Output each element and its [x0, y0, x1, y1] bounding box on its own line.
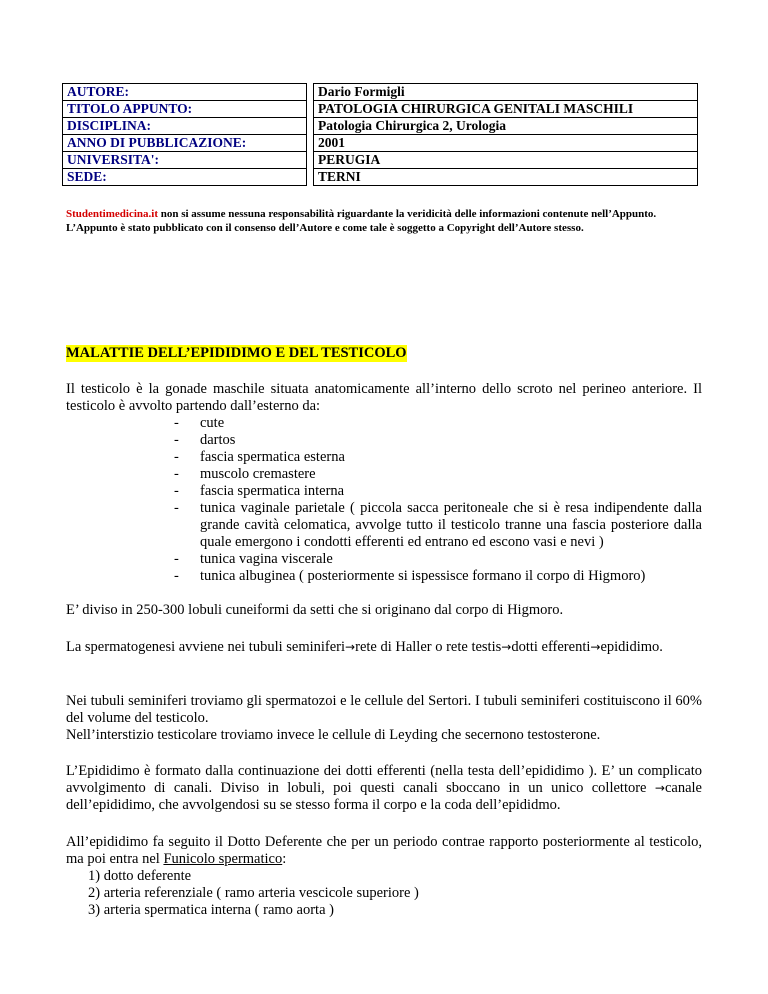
info-table — [62, 83, 698, 186]
info-label: TITOLO APPUNTO: — [63, 101, 307, 118]
info-row-discipline — [63, 118, 698, 135]
arrow-right-icon: → — [590, 640, 601, 654]
info-value: PERUGIA — [314, 152, 698, 169]
info-value: TERNI — [314, 169, 698, 186]
list-item: 3) arteria spermatica interna ( ramo aorta ) — [88, 902, 334, 918]
info-label: AUTORE: — [63, 84, 307, 101]
arrow-right-icon: → — [345, 640, 356, 654]
info-value: 2001 — [314, 135, 698, 152]
arrow-right-icon: → — [654, 781, 665, 795]
disclaimer-text: non si assume nessuna responsabilità riguardante la veridicità delle informazioni contenute nell’Appunto. L’Appunto è stato pubblicato con il consenso dell’Autore e come tale è soggetto a Copyright dell’Autore stesso. — [66, 208, 657, 234]
interstitium-paragraph: Nell’interstizio testicolare troviamo invece le cellule di Leyding che secernono testosterone. — [66, 727, 601, 743]
list-item: 2) arteria referenziale ( ramo arteria vescicole superiore ) — [88, 885, 419, 901]
list-item: - fascia spermatica interna — [174, 483, 702, 500]
info-label: ANNO DI PUBBLICAZIONE: — [63, 135, 307, 152]
list-item: - fascia spermatica esterna — [174, 449, 702, 466]
list-item: - cute — [174, 415, 702, 432]
info-row-author — [63, 84, 698, 101]
info-value: Patologia Chirurgica 2, Urologia — [314, 118, 698, 135]
arrow-right-icon: → — [501, 640, 512, 654]
funicolo-link-text: Funicolo spermatico — [163, 851, 283, 867]
info-row-year — [63, 135, 698, 152]
layers-list — [174, 415, 702, 585]
list-item: - dartos — [174, 432, 702, 449]
info-row-site — [63, 169, 698, 186]
funicolo-list — [88, 868, 688, 919]
deferent-paragraph: All’epididimo fa seguito il Dotto Deferente che per un periodo contrae rapporto posteriormente al testicolo, ma poi entra nel Funicolo spermatico: — [66, 834, 702, 867]
site-brand: Studentimedicina.it — [66, 208, 158, 220]
list-item: 1) dotto deferente — [88, 868, 192, 884]
list-item: - tunica albuginea ( posteriormente si ispessisce formano il corpo di Higmoro) — [174, 568, 702, 585]
intro-paragraph: Il testicolo è la gonade maschile situata anatomicamente all’interno dello scroto nel perineo anteriore. Il testicolo è avvolto partendo dall’esterno da: — [66, 381, 702, 414]
copyright-disclaimer — [66, 207, 706, 235]
lobules-paragraph: E’ diviso in 250-300 lobuli cuneiformi da setti che si originano dal corpo di Higmoro. — [66, 602, 564, 618]
tubules-paragraph: Nei tubuli seminiferi troviamo gli spermatozoi e le cellule del Sertori. I tubuli seminiferi costituiscono il 60% del volume del testicolo. — [66, 693, 702, 726]
info-row-title — [63, 101, 698, 118]
info-label: DISCIPLINA: — [63, 118, 307, 135]
info-label: UNIVERSITA': — [63, 152, 307, 169]
list-item: - muscolo cremastere — [174, 466, 702, 483]
info-row-university — [63, 152, 698, 169]
epididymis-paragraph: L’Epididimo è formato dalla continuazione dei dotti efferenti (nella testa dell’epididimo ). E’ un complicato avvolgimento di canali. Diviso in lobuli, poi questi canali sboccano in un unico collettore →canale dell’epididimo, che avvolgendosi su se stesso forma il corpo e la coda dell’epididmo. — [66, 763, 702, 813]
list-item: - tunica vagina viscerale — [174, 551, 702, 568]
spermatogenesis-paragraph: La spermatogenesi avviene nei tubuli seminiferi→rete di Haller o rete testis→dotti efferenti→epididimo. — [66, 639, 663, 655]
info-value: PATOLOGIA CHIRURGICA GENITALI MASCHILI — [314, 101, 698, 118]
list-item: - tunica vaginale parietale ( piccola sacca peritoneale che si è resa indipendente dalla grande cavità celomatica, avvolge tutto il testicolo tranne una fascia posteriore dalla quale emergono i condotti efferenti ed entrano ed escono vasi e nevi ) — [174, 500, 702, 551]
section-heading: MALATTIE DELL’EPIDIDIMO E DEL TESTICOLO — [66, 345, 407, 361]
info-label: SEDE: — [63, 169, 307, 186]
info-value: Dario Formigli — [314, 84, 698, 101]
